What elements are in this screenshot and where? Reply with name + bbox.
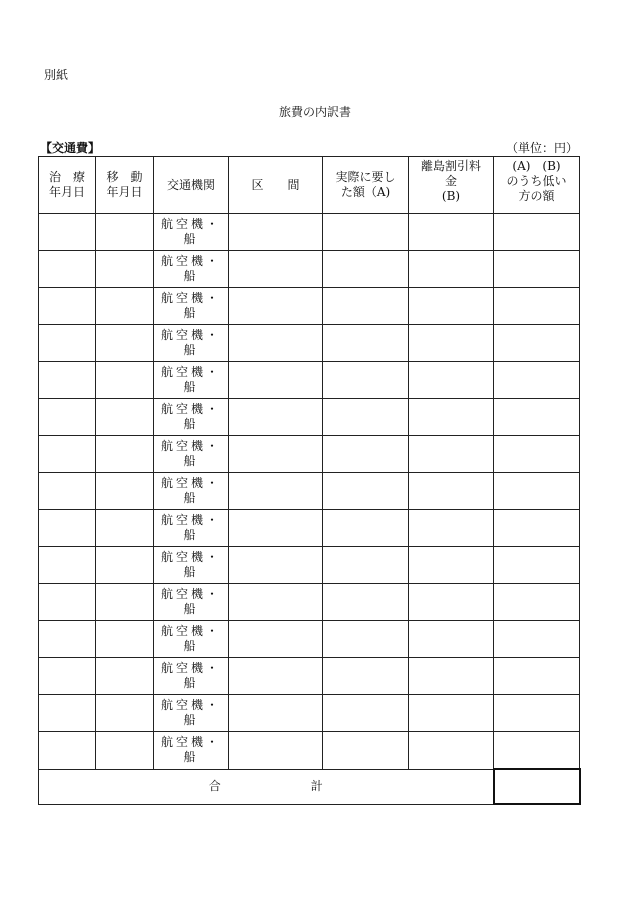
table-row	[39, 658, 580, 695]
lower-amount-cell[interactable]	[494, 584, 580, 621]
travel-date-cell[interactable]	[96, 473, 154, 510]
treatment-date-cell[interactable]	[39, 732, 96, 770]
treatment-date-cell[interactable]	[39, 436, 96, 473]
transport-cell: 航空機・ 船	[154, 621, 229, 658]
lower-amount-cell[interactable]	[494, 547, 580, 584]
route-cell[interactable]	[229, 584, 323, 621]
route-cell[interactable]	[229, 658, 323, 695]
header-lower: (A) (B) のうち低い 方の額	[494, 157, 580, 214]
header-actual: 実際に要し た額（A)	[323, 157, 409, 214]
discount-cell[interactable]	[409, 510, 494, 547]
lower-amount-cell[interactable]	[494, 288, 580, 325]
discount-cell[interactable]	[409, 288, 494, 325]
discount-cell[interactable]	[409, 547, 494, 584]
header-discount: 離島割引料 金 (B)	[409, 157, 494, 214]
discount-cell[interactable]	[409, 732, 494, 770]
discount-cell[interactable]	[409, 251, 494, 288]
table-row	[39, 510, 580, 547]
discount-cell[interactable]	[409, 214, 494, 251]
total-label: 合 計	[39, 769, 494, 804]
actual-amount-cell[interactable]	[323, 399, 409, 436]
lower-amount-cell[interactable]	[494, 325, 580, 362]
table-row	[39, 251, 580, 288]
treatment-date-cell[interactable]	[39, 362, 96, 399]
lower-amount-cell[interactable]	[494, 732, 580, 770]
header-travel-date: 移 動 年月日	[96, 157, 154, 214]
actual-amount-cell[interactable]	[323, 510, 409, 547]
route-cell[interactable]	[229, 510, 323, 547]
treatment-date-cell[interactable]	[39, 584, 96, 621]
actual-amount-cell[interactable]	[323, 658, 409, 695]
table-row	[39, 436, 580, 473]
route-cell[interactable]	[229, 436, 323, 473]
total-row	[39, 769, 580, 804]
transport-cell: 航空機・ 船	[154, 510, 229, 547]
actual-amount-cell[interactable]	[323, 547, 409, 584]
treatment-date-cell[interactable]	[39, 695, 96, 732]
lower-amount-cell[interactable]	[494, 436, 580, 473]
section-label: 【交通費】	[40, 141, 101, 155]
treatment-date-cell[interactable]	[39, 658, 96, 695]
actual-amount-cell[interactable]	[323, 436, 409, 473]
lower-amount-cell[interactable]	[494, 473, 580, 510]
transport-cell: 航空機・ 船	[154, 732, 229, 770]
table-row	[39, 695, 580, 732]
transport-cell: 航空機・ 船	[154, 658, 229, 695]
table-row	[39, 732, 580, 770]
route-cell[interactable]	[229, 547, 323, 584]
discount-cell[interactable]	[409, 658, 494, 695]
table-row	[39, 362, 580, 399]
route-cell[interactable]	[229, 695, 323, 732]
table-row	[39, 288, 580, 325]
transport-cell: 航空機・ 船	[154, 547, 229, 584]
lower-amount-cell[interactable]	[494, 510, 580, 547]
lower-amount-cell[interactable]	[494, 251, 580, 288]
table-row	[39, 214, 580, 251]
transport-cell: 航空機・ 船	[154, 399, 229, 436]
treatment-date-cell[interactable]	[39, 251, 96, 288]
route-cell[interactable]	[229, 473, 323, 510]
treatment-date-cell[interactable]	[39, 547, 96, 584]
discount-cell[interactable]	[409, 436, 494, 473]
route-cell[interactable]	[229, 399, 323, 436]
lower-amount-cell[interactable]	[494, 214, 580, 251]
header-treatment-date: 治 療 年月日	[39, 157, 96, 214]
route-cell[interactable]	[229, 362, 323, 399]
travel-date-cell[interactable]	[96, 510, 154, 547]
treatment-date-cell[interactable]	[39, 473, 96, 510]
discount-cell[interactable]	[409, 362, 494, 399]
discount-cell[interactable]	[409, 584, 494, 621]
unit-label: （単位：円）	[505, 141, 578, 155]
discount-cell[interactable]	[409, 399, 494, 436]
actual-amount-cell[interactable]	[323, 214, 409, 251]
table-row	[39, 584, 580, 621]
table-row	[39, 621, 580, 658]
discount-cell[interactable]	[409, 621, 494, 658]
actual-amount-cell[interactable]	[323, 695, 409, 732]
travel-date-cell[interactable]	[96, 584, 154, 621]
route-cell[interactable]	[229, 288, 323, 325]
transport-cell: 航空機・ 船	[154, 288, 229, 325]
actual-amount-cell[interactable]	[323, 288, 409, 325]
table-row	[39, 399, 580, 436]
travel-date-cell[interactable]	[96, 288, 154, 325]
travel-date-cell[interactable]	[96, 547, 154, 584]
page-title: 旅費の内訳書	[278, 105, 351, 119]
table-row	[39, 473, 580, 510]
expense-table	[38, 156, 581, 805]
travel-date-cell[interactable]	[96, 325, 154, 362]
travel-date-cell[interactable]	[96, 251, 154, 288]
header-transport: 交通機関	[154, 157, 229, 214]
treatment-date-cell[interactable]	[39, 510, 96, 547]
treatment-date-cell[interactable]	[39, 325, 96, 362]
treatment-date-cell[interactable]	[39, 214, 96, 251]
travel-date-cell[interactable]	[96, 621, 154, 658]
actual-amount-cell[interactable]	[323, 362, 409, 399]
route-cell[interactable]	[229, 214, 323, 251]
lower-amount-cell[interactable]	[494, 658, 580, 695]
route-cell[interactable]	[229, 621, 323, 658]
travel-date-cell[interactable]	[96, 732, 154, 770]
travel-date-cell[interactable]	[96, 695, 154, 732]
discount-cell[interactable]	[409, 695, 494, 732]
total-value-field[interactable]	[494, 769, 580, 804]
transport-cell: 航空機・ 船	[154, 214, 229, 251]
header-route: 区 間	[229, 157, 323, 214]
lower-amount-cell[interactable]	[494, 695, 580, 732]
route-cell[interactable]	[229, 251, 323, 288]
treatment-date-cell[interactable]	[39, 399, 96, 436]
actual-amount-cell[interactable]	[323, 325, 409, 362]
travel-date-cell[interactable]	[96, 362, 154, 399]
route-cell[interactable]	[229, 732, 323, 770]
actual-amount-cell[interactable]	[323, 732, 409, 770]
actual-amount-cell[interactable]	[323, 473, 409, 510]
route-cell[interactable]	[229, 325, 323, 362]
actual-amount-cell[interactable]	[323, 621, 409, 658]
treatment-date-cell[interactable]	[39, 621, 96, 658]
actual-amount-cell[interactable]	[323, 251, 409, 288]
transport-cell: 航空機・ 船	[154, 251, 229, 288]
travel-date-cell[interactable]	[96, 399, 154, 436]
attachment-label: 別紙	[44, 68, 69, 82]
transport-cell: 航空機・ 船	[154, 436, 229, 473]
treatment-date-cell[interactable]	[39, 288, 96, 325]
transport-cell: 航空機・ 船	[154, 584, 229, 621]
lower-amount-cell[interactable]	[494, 621, 580, 658]
lower-amount-cell[interactable]	[494, 399, 580, 436]
actual-amount-cell[interactable]	[323, 584, 409, 621]
lower-amount-cell[interactable]	[494, 362, 580, 399]
header-row	[39, 157, 580, 214]
discount-cell[interactable]	[409, 473, 494, 510]
travel-date-cell[interactable]	[96, 214, 154, 251]
discount-cell[interactable]	[409, 325, 494, 362]
table-row	[39, 325, 580, 362]
travel-date-cell[interactable]	[96, 436, 154, 473]
travel-date-cell[interactable]	[96, 658, 154, 695]
table-row	[39, 547, 580, 584]
transport-cell: 航空機・ 船	[154, 325, 229, 362]
transport-cell: 航空機・ 船	[154, 473, 229, 510]
transport-cell: 航空機・ 船	[154, 695, 229, 732]
transport-cell: 航空機・ 船	[154, 362, 229, 399]
